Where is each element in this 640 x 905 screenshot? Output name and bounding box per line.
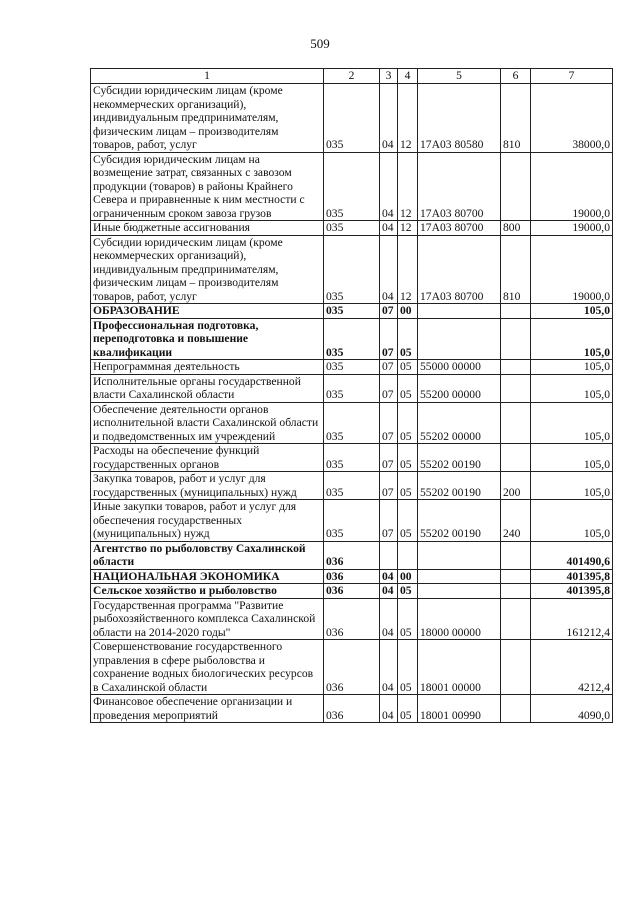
- ministry-code-cell: 036: [324, 640, 380, 695]
- ministry-code-cell: 035: [324, 500, 380, 542]
- section-code-cell: 04: [380, 584, 398, 599]
- amount-cell: 105,0: [531, 472, 613, 500]
- target-article-cell: 55202 00190: [418, 472, 501, 500]
- section-code-cell: 04: [380, 152, 398, 221]
- subsection-code-cell: 05: [398, 640, 418, 695]
- ministry-code-cell: 036: [324, 569, 380, 584]
- table-row: [91, 569, 613, 584]
- header-cell: 7: [531, 69, 613, 84]
- amount-cell: 161212,4: [531, 598, 613, 640]
- table-row: [91, 500, 613, 542]
- ministry-code-cell: 035: [324, 444, 380, 472]
- ministry-code-cell: 035: [324, 472, 380, 500]
- row-name-cell: Иные закупки товаров, работ и услуг для обеспечения государственных (муниципальных) нужд: [91, 500, 324, 542]
- header-cell: 5: [418, 69, 501, 84]
- table-row: [91, 221, 613, 236]
- subsection-code-cell: 05: [398, 695, 418, 723]
- ministry-code-cell: 036: [324, 695, 380, 723]
- expense-type-cell: 810: [501, 235, 531, 304]
- section-code-cell: 07: [380, 304, 398, 319]
- amount-cell: 105,0: [531, 444, 613, 472]
- target-article-cell: 55000 00000: [418, 360, 501, 375]
- ministry-code-cell: 036: [324, 584, 380, 599]
- target-article-cell: 55202 00190: [418, 444, 501, 472]
- row-name-cell: Обеспечение деятельности органов исполнительной власти Сахалинской области и подведомственных им учреждений: [91, 402, 324, 444]
- table-row: [91, 444, 613, 472]
- target-article-cell: 55202 00190: [418, 500, 501, 542]
- target-article-cell: 17А03 80700: [418, 152, 501, 221]
- expense-type-cell: 200: [501, 472, 531, 500]
- amount-cell: 4212,4: [531, 640, 613, 695]
- table-row: [91, 318, 613, 360]
- section-code-cell: 07: [380, 360, 398, 375]
- expense-type-cell: [501, 584, 531, 599]
- ministry-code-cell: 035: [324, 360, 380, 375]
- ministry-code-cell: 035: [324, 374, 380, 402]
- amount-cell: 19000,0: [531, 221, 613, 236]
- header-cell: 1: [91, 69, 324, 84]
- row-name-cell: Финансовое обеспечение организации и проведения мероприятий: [91, 695, 324, 723]
- target-article-cell: [418, 541, 501, 569]
- amount-cell: 105,0: [531, 500, 613, 542]
- subsection-code-cell: 12: [398, 84, 418, 153]
- target-article-cell: 18001 00000: [418, 640, 501, 695]
- section-code-cell: 04: [380, 695, 398, 723]
- row-name-cell: НАЦИОНАЛЬНАЯ ЭКОНОМИКА: [91, 569, 324, 584]
- expense-type-cell: [501, 444, 531, 472]
- expense-type-cell: 800: [501, 221, 531, 236]
- expense-type-cell: 810: [501, 84, 531, 153]
- table-body: [91, 84, 613, 723]
- subsection-code-cell: 05: [398, 318, 418, 360]
- ministry-code-cell: 035: [324, 318, 380, 360]
- section-code-cell: 04: [380, 221, 398, 236]
- header-cell: 3: [380, 69, 398, 84]
- table-row: [91, 235, 613, 304]
- budget-table: [90, 68, 613, 723]
- table-row: [91, 402, 613, 444]
- section-code-cell: 07: [380, 500, 398, 542]
- expense-type-cell: [501, 569, 531, 584]
- ministry-code-cell: 035: [324, 221, 380, 236]
- expense-type-cell: [501, 374, 531, 402]
- subsection-code-cell: 00: [398, 569, 418, 584]
- expense-type-cell: [501, 640, 531, 695]
- ministry-code-cell: 035: [324, 304, 380, 319]
- table-header: [91, 69, 613, 84]
- header-cell: 6: [501, 69, 531, 84]
- amount-cell: 401490,6: [531, 541, 613, 569]
- subsection-code-cell: 12: [398, 152, 418, 221]
- section-code-cell: 04: [380, 569, 398, 584]
- ministry-code-cell: 036: [324, 598, 380, 640]
- header-cell: 4: [398, 69, 418, 84]
- amount-cell: 105,0: [531, 374, 613, 402]
- row-name-cell: Исполнительные органы государственной власти Сахалинской области: [91, 374, 324, 402]
- page-number: 509: [310, 36, 330, 51]
- subsection-code-cell: 00: [398, 304, 418, 319]
- row-name-cell: Профессиональная подготовка, переподготовка и повышение квалификации: [91, 318, 324, 360]
- amount-cell: 19000,0: [531, 235, 613, 304]
- amount-cell: 19000,0: [531, 152, 613, 221]
- section-code-cell: 04: [380, 598, 398, 640]
- subsection-code-cell: 05: [398, 500, 418, 542]
- section-code-cell: 07: [380, 444, 398, 472]
- section-code-cell: [380, 541, 398, 569]
- target-article-cell: 55202 00000: [418, 402, 501, 444]
- target-article-cell: 17А03 80580: [418, 84, 501, 153]
- subsection-code-cell: 05: [398, 444, 418, 472]
- table-row: [91, 360, 613, 375]
- expense-type-cell: [501, 402, 531, 444]
- section-code-cell: 04: [380, 84, 398, 153]
- table-row: [91, 304, 613, 319]
- expense-type-cell: [501, 318, 531, 360]
- amount-cell: 38000,0: [531, 84, 613, 153]
- target-article-cell: 17А03 80700: [418, 235, 501, 304]
- subsection-code-cell: 05: [398, 472, 418, 500]
- row-name-cell: Совершенствование государственного управления в сфере рыболовства и сохранение водных биологических ресурсов в Сахалинской области: [91, 640, 324, 695]
- row-name-cell: Субсидии юридическим лицам (кроме некоммерческих организаций), индивидуальным предпринимателям, физическим лицам – производителям товаров, работ, услуг: [91, 84, 324, 153]
- table-row: [91, 640, 613, 695]
- subsection-code-cell: 12: [398, 221, 418, 236]
- expense-type-cell: [501, 695, 531, 723]
- row-name-cell: Иные бюджетные ассигнования: [91, 221, 324, 236]
- amount-cell: 401395,8: [531, 569, 613, 584]
- target-article-cell: 18001 00990: [418, 695, 501, 723]
- ministry-code-cell: 036: [324, 541, 380, 569]
- row-name-cell: Закупка товаров, работ и услуг для государственных (муниципальных) нужд: [91, 472, 324, 500]
- row-name-cell: Государственная программа "Развитие рыбохозяйственного комплекса Сахалинской области на 2014-2020 годы": [91, 598, 324, 640]
- subsection-code-cell: 05: [398, 598, 418, 640]
- section-code-cell: 04: [380, 235, 398, 304]
- amount-cell: 105,0: [531, 360, 613, 375]
- target-article-cell: 17А03 80700: [418, 221, 501, 236]
- table-row: [91, 541, 613, 569]
- table-row: [91, 374, 613, 402]
- section-code-cell: 07: [380, 318, 398, 360]
- expense-type-cell: 240: [501, 500, 531, 542]
- amount-cell: 105,0: [531, 318, 613, 360]
- target-article-cell: [418, 584, 501, 599]
- header-cell: 2: [324, 69, 380, 84]
- row-name-cell: Сельское хозяйство и рыболовство: [91, 584, 324, 599]
- expense-type-cell: [501, 541, 531, 569]
- ministry-code-cell: 035: [324, 235, 380, 304]
- row-name-cell: Субсидии юридическим лицам (кроме некоммерческих организаций), индивидуальным предпринимателям, физическим лицам – производителям товаров, работ, услуг: [91, 235, 324, 304]
- subsection-code-cell: 05: [398, 360, 418, 375]
- amount-cell: 105,0: [531, 304, 613, 319]
- section-code-cell: 07: [380, 402, 398, 444]
- subsection-code-cell: 12: [398, 235, 418, 304]
- row-name-cell: ОБРАЗОВАНИЕ: [91, 304, 324, 319]
- expense-type-cell: [501, 304, 531, 319]
- section-code-cell: 04: [380, 640, 398, 695]
- row-name-cell: Субсидия юридическим лицам на возмещение затрат, связанных с завозом продукции (товаров) в районы Крайнего Севера и приравненные к ним местности с ограниченным сроком завоза грузов: [91, 152, 324, 221]
- target-article-cell: [418, 569, 501, 584]
- table-row: [91, 152, 613, 221]
- expense-type-cell: [501, 598, 531, 640]
- table-row: [91, 695, 613, 723]
- subsection-code-cell: 05: [398, 402, 418, 444]
- target-article-cell: [418, 304, 501, 319]
- ministry-code-cell: 035: [324, 402, 380, 444]
- ministry-code-cell: 035: [324, 152, 380, 221]
- subsection-code-cell: 05: [398, 374, 418, 402]
- target-article-cell: 18000 00000: [418, 598, 501, 640]
- row-name-cell: Агентство по рыболовству Сахалинской области: [91, 541, 324, 569]
- row-name-cell: Непрограммная деятельность: [91, 360, 324, 375]
- table-row: [91, 472, 613, 500]
- table-row: [91, 598, 613, 640]
- table-row: [91, 584, 613, 599]
- expense-type-cell: [501, 360, 531, 375]
- subsection-code-cell: 05: [398, 584, 418, 599]
- expense-type-cell: [501, 152, 531, 221]
- amount-cell: 105,0: [531, 402, 613, 444]
- table-row: [91, 84, 613, 153]
- subsection-code-cell: [398, 541, 418, 569]
- section-code-cell: 07: [380, 374, 398, 402]
- row-name-cell: Расходы на обеспечение функций государственных органов: [91, 444, 324, 472]
- section-code-cell: 07: [380, 472, 398, 500]
- amount-cell: 4090,0: [531, 695, 613, 723]
- amount-cell: 401395,8: [531, 584, 613, 599]
- target-article-cell: [418, 318, 501, 360]
- target-article-cell: 55200 00000: [418, 374, 501, 402]
- ministry-code-cell: 035: [324, 84, 380, 153]
